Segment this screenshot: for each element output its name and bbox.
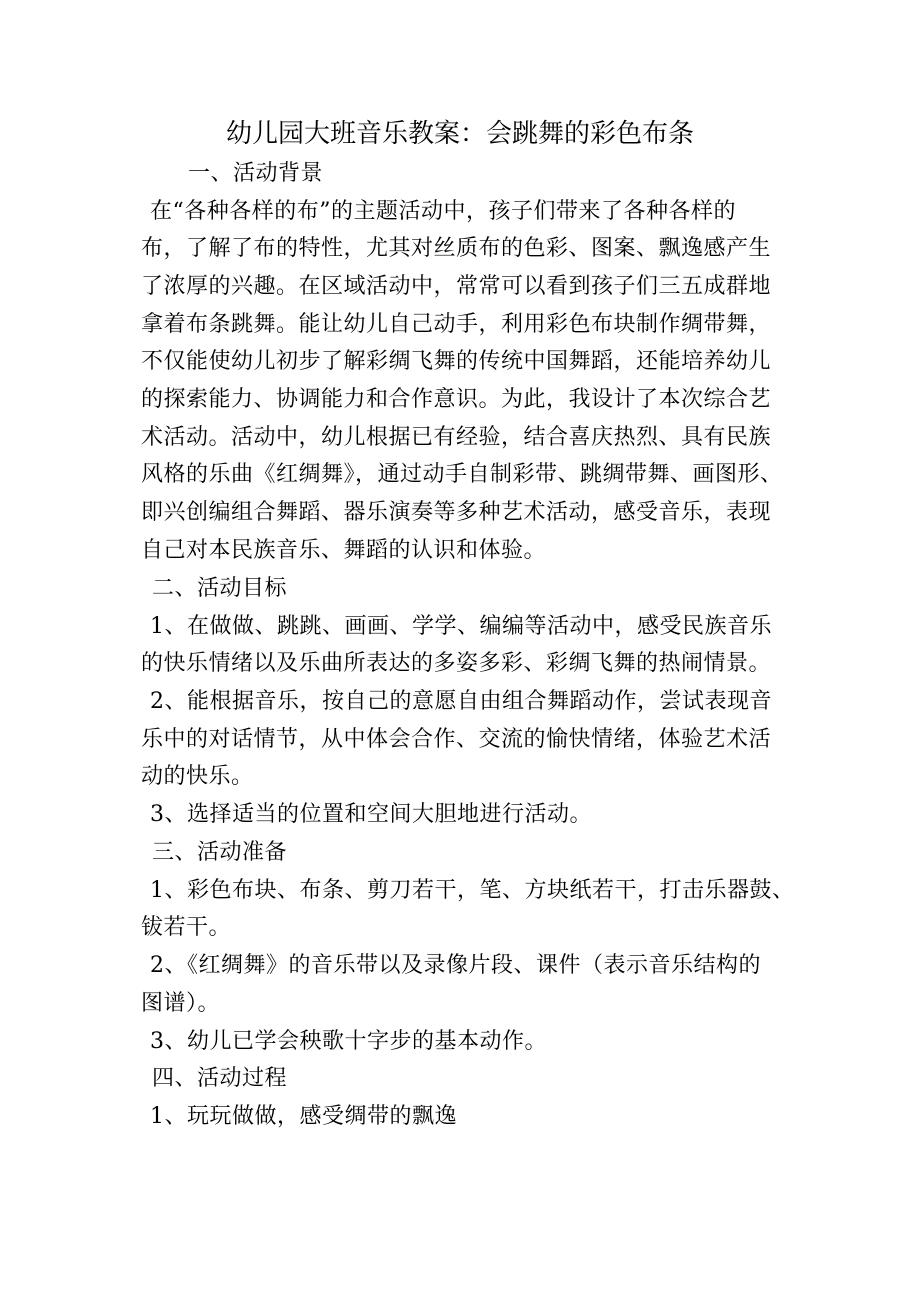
paragraph-line: 的快乐情绪以及乐曲所表达的多姿多彩、彩绸飞舞的热闹情景。 [141,651,772,676]
paragraph-line: 动的快乐。 [141,764,254,789]
paragraph-line: 乐中的对话情节，从中体会合作、交流的愉快情绪，体验艺术活 [141,727,772,752]
paragraph-line: 拿着布条跳舞。能让幼儿自己动手，利用彩色布块制作绸带舞， [141,312,772,337]
paragraph-line: 术活动。活动中，幼儿根据已有经验，结合喜庆热烈、具有民族 [141,425,772,450]
section-heading-preparation: 三、活动准备 [152,840,288,865]
paragraph-line: 3、选择适当的位置和空间大胆地进行活动。 [150,802,592,827]
section-heading-background: 一、活动背景 [188,161,324,186]
paragraph-line: 1、在做做、跳跳、画画、学学、编编等活动中，感受民族音乐 [150,614,772,639]
paragraph-line: 自己对本民族音乐、舞蹈的认识和体验。 [141,538,547,563]
paragraph-line: 布，了解了布的特性，尤其对丝质布的色彩、图案、飘逸感产生 [141,236,772,261]
document-title: 幼儿园大班音乐教案：会跳舞的彩色布条 [225,119,694,149]
paragraph-line: 即兴创编组合舞蹈、器乐演奏等多种艺术活动，感受音乐，表现 [141,500,772,525]
paragraph-line: 不仅能使幼儿初步了解彩绸飞舞的传统中国舞蹈，还能培养幼儿 [141,349,772,374]
section-heading-goals: 二、活动目标 [152,576,288,601]
paragraph-line: 1、玩玩做做，感受绸带的飘逸 [150,1104,457,1129]
paragraph-line: 1、彩色布块、布条、剪刀若干，笔、方块纸若干，打击乐器鼓、 [150,878,795,903]
section-heading-process: 四、活动过程 [152,1066,288,1091]
paragraph-line: 的探索能力、协调能力和合作意识。为此，我设计了本次综合艺 [141,387,772,412]
paragraph-line: 2、《红绸舞》的音乐带以及录像片段、课件（表示音乐结构的 [150,953,761,978]
paragraph-line: 风格的乐曲《红绸舞》，通过动手自制彩带、跳绸带舞、画图形、 [141,462,783,487]
paragraph-line: 图谱）。 [141,991,221,1016]
paragraph-line: 钹若干。 [141,915,232,940]
paragraph-line: 在“各种各样的布”的主题活动中，孩子们带来了各种各样的 [150,199,736,224]
paragraph-line: 3、幼儿已学会秧歌十字步的基本动作。 [150,1029,547,1054]
paragraph-line: 2、能根据音乐，按自己的意愿自由组合舞蹈动作，尝试表现音 [150,689,772,714]
paragraph-line: 了浓厚的兴趣。在区域活动中，常常可以看到孩子们三五成群地 [141,274,772,299]
